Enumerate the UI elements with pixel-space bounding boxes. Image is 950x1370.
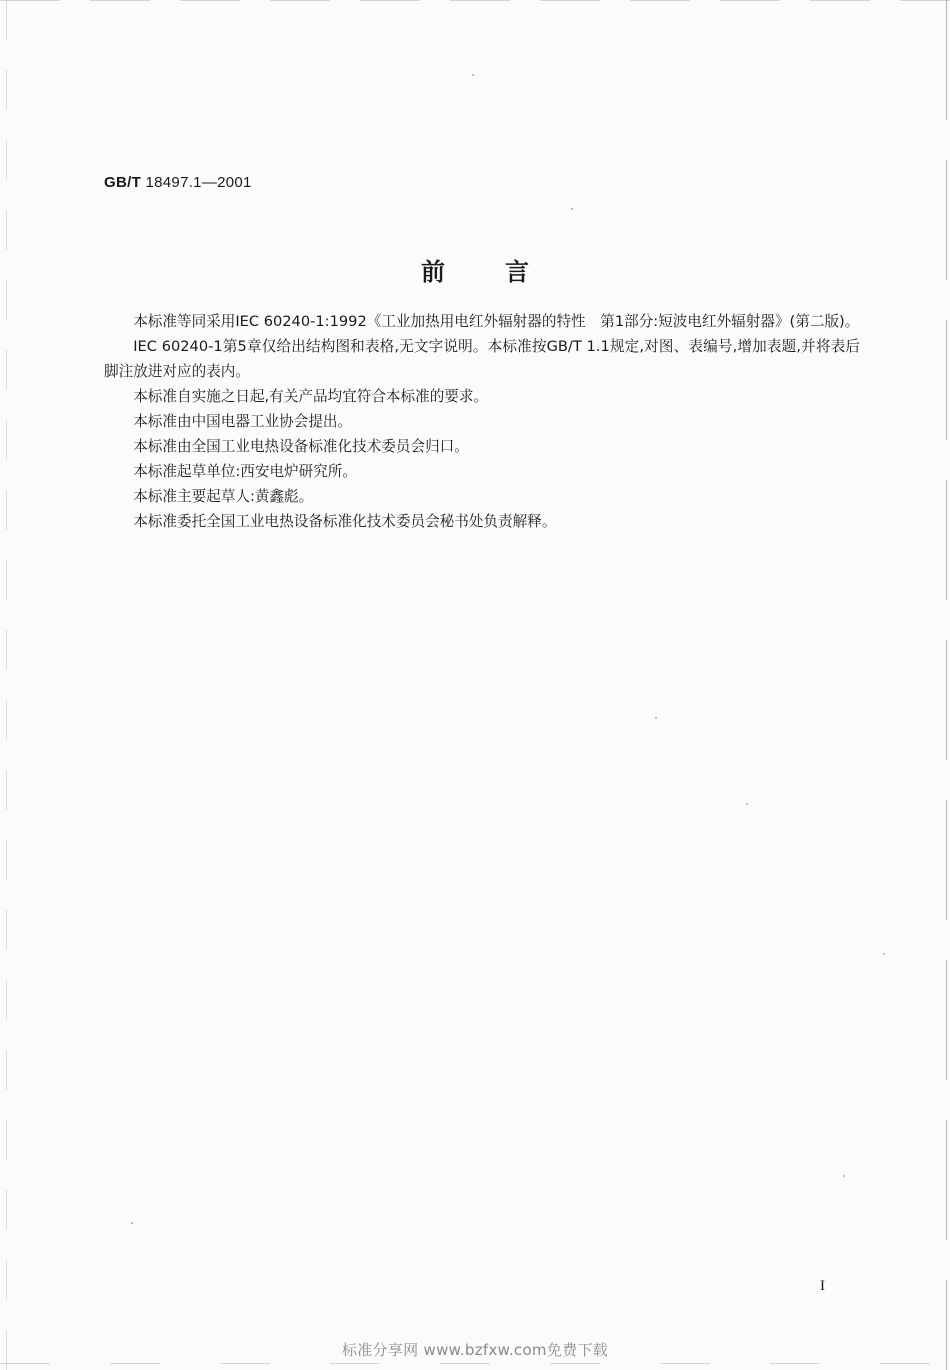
scan-edge-top [0, 0, 950, 1]
standard-prefix: GB/T [104, 174, 142, 191]
footer-watermark: 标准分享网 www.bzfxw.com免费下载 [341, 1341, 609, 1359]
scan-speck [655, 717, 657, 719]
paragraph-drafter: 本标准主要起草人:黄鑫彪。 [133, 488, 314, 505]
paragraph-interpretation: 本标准委托全国工业电热设备标准化技术委员会秘书处负责解释。 [133, 513, 557, 530]
standard-code [104, 174, 252, 191]
scan-speck [571, 208, 573, 210]
scan-edge-right [946, 0, 947, 1370]
paragraph-adoption: 本标准等同采用IEC 60240-1:1992《工业加热用电红外辐射器的特性 第1部分:短波电红外辐射器》(第二版)。 [133, 313, 860, 330]
scan-speck [472, 74, 474, 76]
scan-edge-left [6, 0, 7, 1370]
foreword-body [104, 309, 860, 534]
standard-number: 18497.1—2001 [145, 174, 252, 191]
scan-speck [843, 1175, 845, 1177]
paragraph-centralizer: 本标准由全国工业电热设备标准化技术委员会归口。 [133, 438, 469, 455]
page-number: I [820, 1278, 825, 1294]
paragraph-proposer: 本标准由中国电器工业协会提出。 [133, 413, 353, 430]
scan-speck [883, 953, 885, 955]
paragraph-implementation: 本标准自实施之日起,有关产品均宜符合本标准的要求。 [133, 388, 489, 405]
section-title: 前言 [421, 258, 589, 286]
paragraph-structure: IEC 60240-1第5章仅给出结构图和表格,无文字说明。本标准按GB/T 1.1规定,对图、表编号,增加表题,并将表后脚注放进对应的表内。 [104, 338, 860, 380]
scan-speck [746, 803, 748, 805]
paragraph-drafting-unit: 本标准起草单位:西安电炉研究所。 [133, 463, 358, 480]
scan-speck [131, 1222, 133, 1224]
scan-edge-bottom [0, 1363, 950, 1364]
